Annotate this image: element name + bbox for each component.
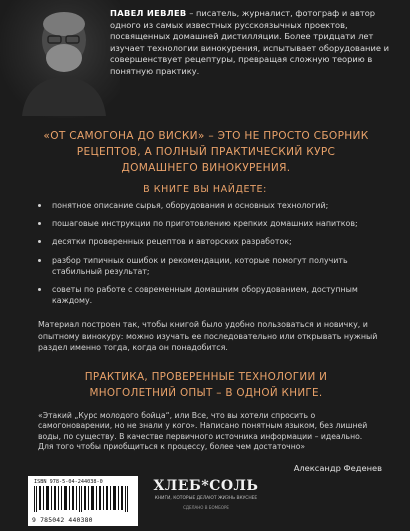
feature-item: пошаговые инструкции по приготовлению крепких домашних напитков; — [38, 218, 378, 229]
review-author: Александр Феденев — [293, 463, 382, 473]
author-name: ПАВЕЛ ИЕВЛЕВ — [110, 8, 187, 18]
bullet-icon — [38, 288, 41, 291]
book-tagline: «ОТ САМОГОНА ДО ВИСКИ» – ЭТО НЕ ПРОСТО СБОРНИК РЕЦЕПТОВ, А ПОЛНЫЙ ПРАКТИЧЕСКИЙ КУРС ДОМАШНЕГО ВИНОКУРЕНИЯ. — [43, 130, 369, 174]
features-list — [38, 200, 378, 313]
feature-item: десятки проверенных рецептов и авторских разработок; — [38, 236, 378, 247]
bullet-icon — [38, 259, 41, 262]
publisher-logo-block — [150, 478, 262, 510]
feature-item: советы по работе с современным домашним оборудованием, доступным каждому. — [38, 284, 378, 306]
usage-paragraph: Материал построен так, чтобы книгой было удобно пользоваться и новичку, и опытному винокуру: можно изучать ее последовательно или открывать нужный раздел именно тогда, когда он понадобится. — [38, 320, 378, 353]
features-heading: В КНИГЕ ВЫ НАЙДЕТЕ: — [143, 184, 267, 195]
barcode-digits: 9 785042 440380 — [32, 516, 93, 524]
bullet-icon — [38, 204, 41, 207]
author-photo — [0, 0, 120, 118]
author-bio — [110, 8, 398, 78]
bullet-icon — [38, 240, 41, 243]
feature-item: понятное описание сырья, оборудования и основных технологий; — [38, 200, 378, 211]
publisher-tagline: КНИГИ, КОТОРЫЕ ДЕЛАЮТ ЖИЗНЬ ВКУСНЕЕ — [154, 496, 258, 501]
isbn-text: ISBN 978-5-04-244038-0 — [34, 479, 103, 485]
author-bio-text: – писатель, журналист, фотограф и автор одного из самых известных русскоязычных проектов, посвященных домашней дистилляции. Более тридцати лет изучает технологии винокурения, испытывает оборудование и совершенствует рецептуры, превращая сложную теорию в понятную практику. — [110, 8, 389, 76]
publisher-logo: ХЛЕБ*СОЛЬ — [153, 478, 259, 494]
barcode-bars-icon — [34, 486, 132, 512]
feature-item: разбор типичных ошибок и рекомендации, которые помогут получить стабильный результат; — [38, 255, 378, 277]
publisher-note: СДЕЛАНО В БОМБОРЕ — [183, 505, 229, 510]
bullet-icon — [38, 222, 41, 225]
review-quote: «Этакий „Курс молодого бойца“, или Все, что вы хотели спросить о самогоноварении, но не знали у кого». Написано понятным языком, без лишней воды, по существу. В качестве первичного источника информации – идеально. Для того чтобы приобщиться к процессу, более чем достаточно» — [38, 411, 368, 452]
highlight-text: ПРАКТИКА, ПРОВЕРЕННЫЕ ТЕХНОЛОГИИ И МНОГОЛЕТНИЙ ОПЫТ – В ОДНОЙ КНИГЕ. — [84, 371, 328, 399]
barcode — [28, 476, 138, 526]
